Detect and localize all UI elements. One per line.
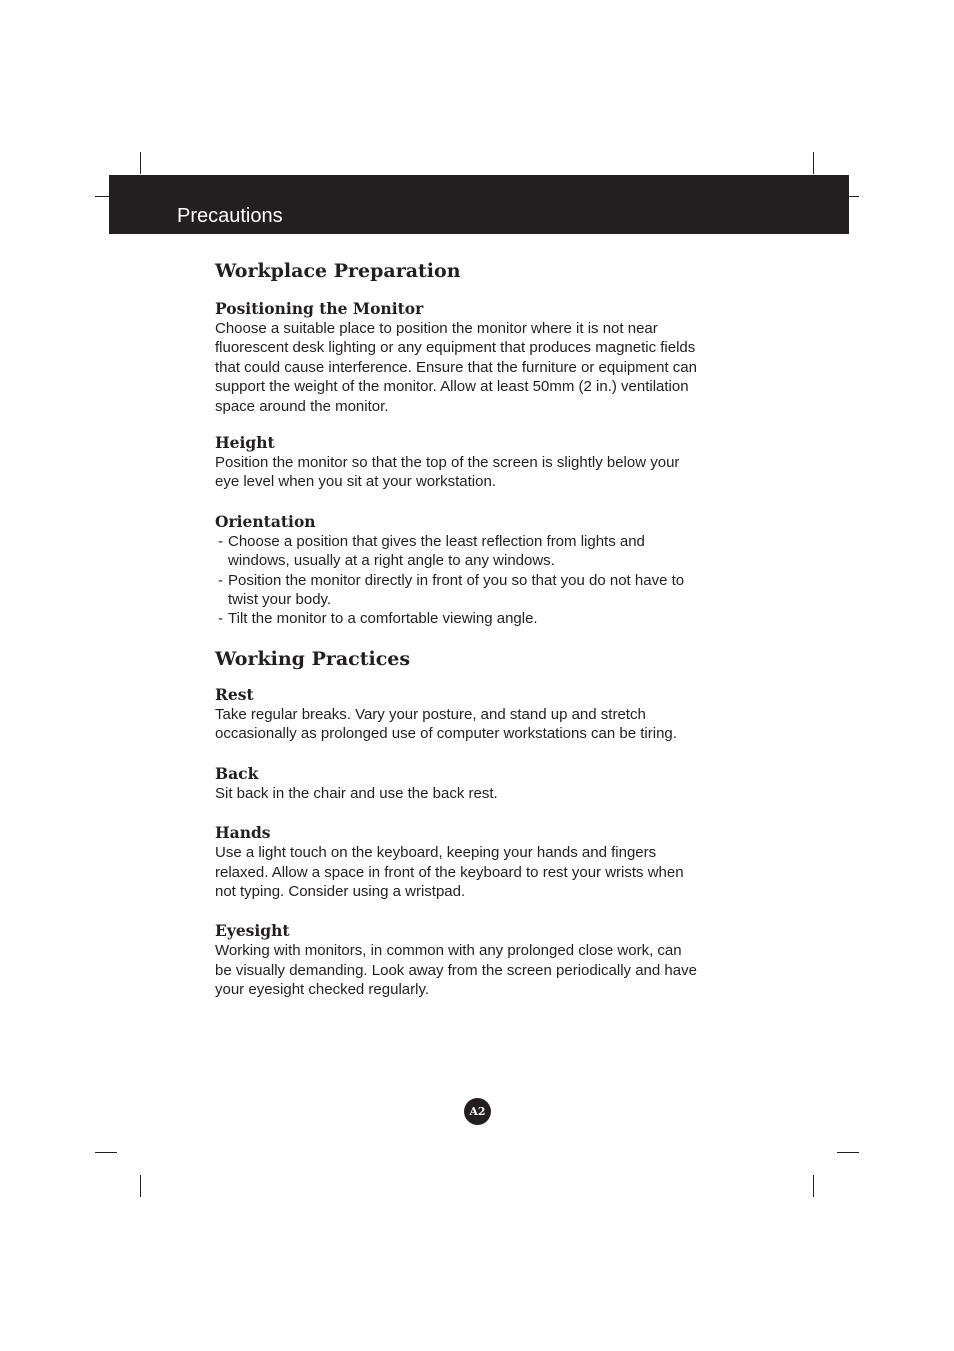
text-line: eye level when you sit at your workstation.	[215, 473, 496, 491]
paragraph-height	[215, 453, 745, 492]
header-band	[109, 175, 849, 234]
text-line: Use a light touch on the keyboard, keeping your hands and fingers	[215, 844, 657, 862]
crop-mark-top-left-vertical	[140, 152, 141, 174]
text-line: Take regular breaks. Vary your posture, and stand up and stretch	[215, 705, 646, 723]
text-line: twist your body.	[228, 591, 332, 609]
crop-mark-bottom-right-vertical	[813, 1175, 814, 1197]
page-title: Precautions	[177, 205, 283, 227]
list-item: - Position the monitor directly in front of you so that you do not have to twist your body.	[218, 571, 685, 609]
crop-mark-bottom-left-vertical	[140, 1175, 141, 1197]
text-line: windows, usually at a right angle to any windows.	[228, 552, 555, 570]
paragraph-rest	[215, 705, 745, 744]
text-line: support the weight of the monitor. Allow at least 50mm (2 in.) ventilation	[215, 378, 689, 396]
text-line: space around the monitor.	[215, 397, 389, 415]
paragraph-hands	[215, 843, 745, 901]
text-line: Choose a position that gives the least reflection from lights and	[228, 532, 645, 550]
crop-mark-bottom-right-horizontal	[837, 1152, 859, 1153]
text-line: be visually demanding. Look away from the screen periodically and have	[215, 961, 697, 979]
text-line: fluorescent desk lighting or any equipment that produces magnetic fields	[215, 339, 696, 357]
text-line: occasionally as prolonged use of computer workstations can be tiring.	[215, 725, 677, 743]
text-line: Tilt the monitor to a comfortable viewing angle.	[228, 610, 538, 628]
crop-mark-bottom-left-horizontal	[95, 1152, 117, 1153]
text-line: Choose a suitable place to position the monitor where it is not near	[215, 320, 658, 337]
heading-back: Back	[215, 763, 259, 783]
list-item: - Tilt the monitor to a comfortable viewing angle.	[218, 610, 538, 628]
paragraph-back	[215, 784, 745, 803]
heading-height: Height	[215, 433, 275, 453]
paragraph-positioning	[215, 319, 745, 416]
text-line: Sit back in the chair and use the back rest.	[215, 784, 498, 802]
page-content	[215, 258, 745, 1000]
section-title-workplace: Workplace Preparation	[215, 260, 461, 282]
text-line: Position the monitor so that the top of the screen is slightly below your	[215, 454, 680, 472]
heading-rest: Rest	[215, 684, 254, 704]
orientation-list	[215, 532, 745, 629]
heading-eyesight: Eyesight	[215, 921, 290, 941]
text-line: relaxed. Allow a space in front of the keyboard to rest your wrists when	[215, 863, 684, 881]
heading-orientation: Orientation	[215, 511, 316, 531]
section-title-practices: Working Practices	[215, 647, 411, 670]
text-line: that could cause interference. Ensure that the furniture or equipment can	[215, 358, 697, 376]
text-line: not typing. Consider using a wristpad.	[215, 882, 466, 900]
text-line: Position the monitor directly in front of you so that you do not have to	[228, 571, 685, 589]
text-line: Working with monitors, in common with any prolonged close work, can	[215, 942, 682, 960]
list-item: - Choose a position that gives the least reflection from lights and windows, usually at a right angle to any windows.	[218, 532, 645, 570]
text-line: your eyesight checked regularly.	[215, 981, 429, 999]
crop-mark-top-right-vertical	[813, 152, 814, 174]
page-number-badge: A2	[464, 1098, 491, 1125]
heading-positioning: Positioning the Monitor	[215, 299, 424, 318]
heading-hands: Hands	[215, 823, 271, 843]
paragraph-eyesight	[215, 941, 745, 999]
